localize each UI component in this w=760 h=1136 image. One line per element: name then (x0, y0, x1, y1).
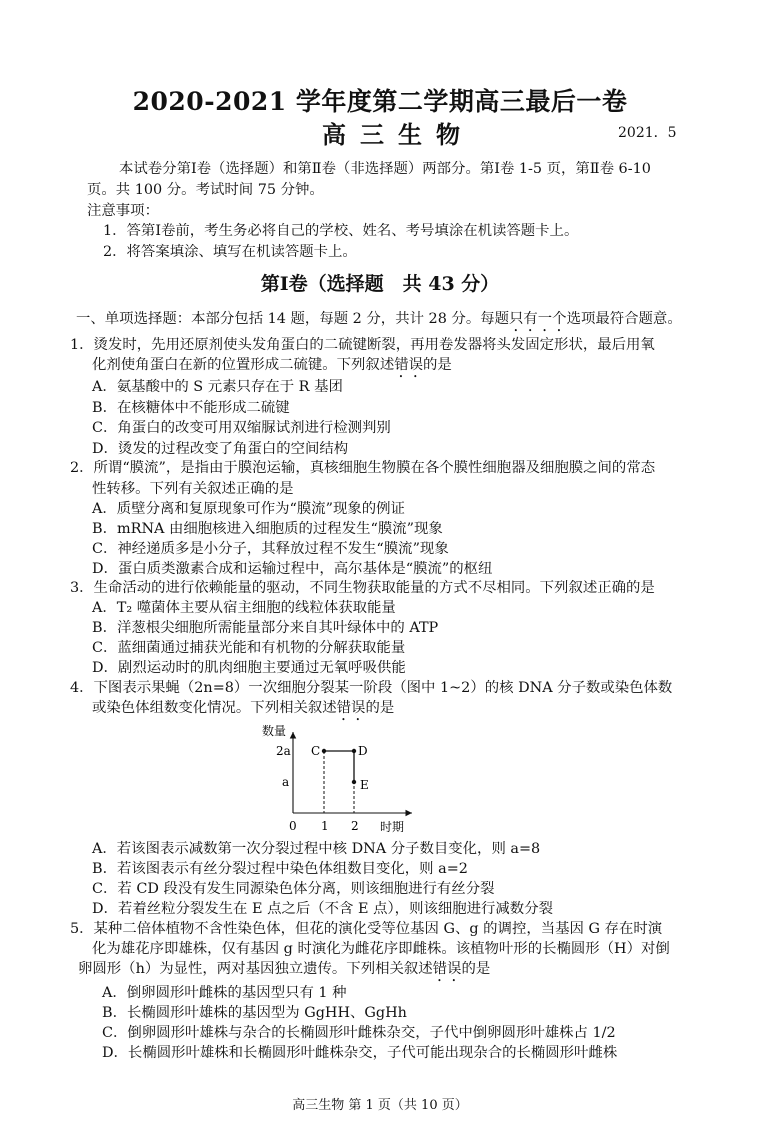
exam-subtitle: 高三生物 (322, 120, 474, 149)
x-tick-2: 2 (351, 819, 359, 833)
q2-option-c: C．神经递质多是小分子，其释放过程不发生“膜流”现象 (92, 541, 449, 557)
q1-option-c: C．角蛋白的改变可用双缩脲试剂进行检测判别 (92, 420, 391, 436)
q2-stem-line-2: 性转移。下列有关叙述正确的是 (92, 481, 294, 497)
note-1: 1．答第Ⅰ卷前，考生务必将自己的学校、姓名、考号填涂在机读答题卡上。 (103, 223, 579, 239)
y-tick-2a: 2a (276, 744, 291, 758)
intro-line-1: 本试卷分第Ⅰ卷（选择题）和第Ⅱ卷（非选择题）两部分。第Ⅰ卷 1-5 页，第Ⅱ卷 6-10 (119, 161, 651, 177)
y-tick-a: a (282, 775, 290, 789)
point-e (352, 780, 356, 784)
q5-emphasis: 错误 (432, 961, 462, 977)
q5-stem-line-1: 5．某种二倍体植物不含性染色体，但花的演化受等位基因 G、g 的调控，当基因 G 存在时演 (70, 921, 663, 937)
q1-stem-line-2: 化剂使角蛋白在新的位置形成二硫键。下列叙述错误的是 (92, 357, 452, 373)
cell-division-chart (250, 718, 420, 840)
page-footer: 高三生物 第 1 页（共 10 页） (292, 1098, 468, 1113)
q5-stem-line-3: 卵圆形（h）为显性，两对基因独立遗传。下列相关叙述错误的是 (78, 961, 491, 977)
x-tick-0: 0 (289, 819, 297, 833)
point-c (322, 749, 326, 753)
q1-emphasis: 错误 (394, 357, 424, 373)
q4-option-c: C．若 CD 段没有发生同源染色体分离，则该细胞进行有丝分裂 (92, 881, 495, 897)
q5-option-c: C．倒卵圆形叶雄株与杂合的长椭圆形叶雌株杂交，子代中倒卵圆形叶雄株占 1/2 (102, 1025, 616, 1041)
q2-stem-line-1: 2．所谓“膜流”，是指由于膜泡运输，真核细胞生物膜在各个膜性细胞器及细胞膜之间的常态 (70, 460, 656, 476)
q3-stem-line-1: 3．生命活动的进行依赖能量的驱动，不同生物获取能量的方式不尽相同。下列叙述正确的是 (70, 580, 655, 596)
q3-option-d: D．剧烈运动时的肌肉细胞主要通过无氧呼吸供能 (92, 660, 406, 676)
x-axis-label: 时期 (380, 820, 405, 834)
q4-stem-line-2: 或染色体组数变化情况。下列相关叙述错误的是 (92, 700, 395, 716)
x-tick-1: 1 (321, 819, 329, 833)
q3-option-c: C．蓝细菌通过捕获光能和有机物的分解获取能量 (92, 640, 406, 656)
q5-stem-line-2: 化为雄花序即雄株，仅有基因 g 时演化为雌花序即雌株。该植物叶形的长椭圆形（H）对倒 (92, 941, 670, 957)
q3-option-b: B．洋葱根尖细胞所需能量部分来自其叶绿体中的 ATP (92, 620, 439, 636)
q2-option-a: A．质壁分离和复原现象可作为“膜流”现象的例证 (92, 501, 405, 517)
q4-stem-line-1: 4．下图表示果蝇（2n=8）一次细胞分裂某一阶段（图中 1~2）的核 DNA 分子数或染色体数 (70, 680, 673, 696)
q4-option-b: B．若该图表示有丝分裂过程中染色体组数目变化，则 a=2 (92, 861, 468, 877)
q1-option-a: A．氨基酸中的 S 元素只存在于 R 基团 (92, 379, 343, 395)
notes-heading: 注意事项： (87, 203, 159, 219)
q1-stem-line-1: 1．烫发时，先用还原剂使头发角蛋白的二硫键断裂，再用卷发器将头发固定形状，最后用氧 (70, 337, 655, 353)
q4-option-a: A．若该图表示减数第一次分裂过程中核 DNA 分子数目变化，则 a=8 (92, 841, 541, 857)
point-d (352, 749, 356, 753)
q5-option-b: B．长椭圆形叶雄株的基因型为 GgHH、GgHh (102, 1005, 407, 1021)
q2-option-b: B．mRNA 由细胞核进入细胞质的过程发生“膜流”现象 (92, 521, 443, 537)
q4-emphasis: 错误 (336, 700, 366, 716)
intro-line-2: 页。共 100 分。考试时间 75 分钟。 (87, 182, 324, 198)
label-c: C (311, 744, 321, 758)
q3-option-a: A．T₂ 噬菌体主要从宿主细胞的线粒体获取能量 (92, 600, 396, 616)
emphasis-only-one: 只有一个 (509, 311, 567, 327)
q4-option-d: D．若着丝粒分裂发生在 E 点之后（不含 E 点），则该细胞进行减数分裂 (92, 901, 553, 917)
note-2: 2．将答案填涂、填写在机读答题卡上。 (103, 244, 357, 260)
label-d: D (358, 744, 368, 758)
exam-date: 2021．5 (618, 125, 677, 141)
label-e: E (360, 778, 369, 792)
exam-title: 2020-2021 学年度第二学期高三最后一卷 (132, 87, 628, 116)
q5-option-d: D．长椭圆形叶雄株和长椭圆形叶雌株杂交，子代可能出现杂合的长椭圆形叶雌株 (102, 1045, 618, 1061)
section-instruction: 一、单项选择题：本部分包括 14 题，每题 2 分，共计 28 分。每题只有一个选项最符合题意。 (76, 311, 682, 327)
q1-option-d: D．烫发的过程改变了角蛋白的空间结构 (92, 441, 349, 457)
section-title: 第Ⅰ卷（选择题 共 43 分） (260, 273, 500, 295)
q2-option-d: D．蛋白质类激素合成和运输过程中，高尔基体是“膜流”的枢纽 (92, 561, 493, 577)
q1-option-b: B．在核糖体中不能形成二硫键 (92, 400, 290, 416)
q5-option-a: A．倒卵圆形叶雌株的基因型只有 1 种 (102, 985, 347, 1001)
y-axis-label: 数量 (262, 724, 287, 738)
